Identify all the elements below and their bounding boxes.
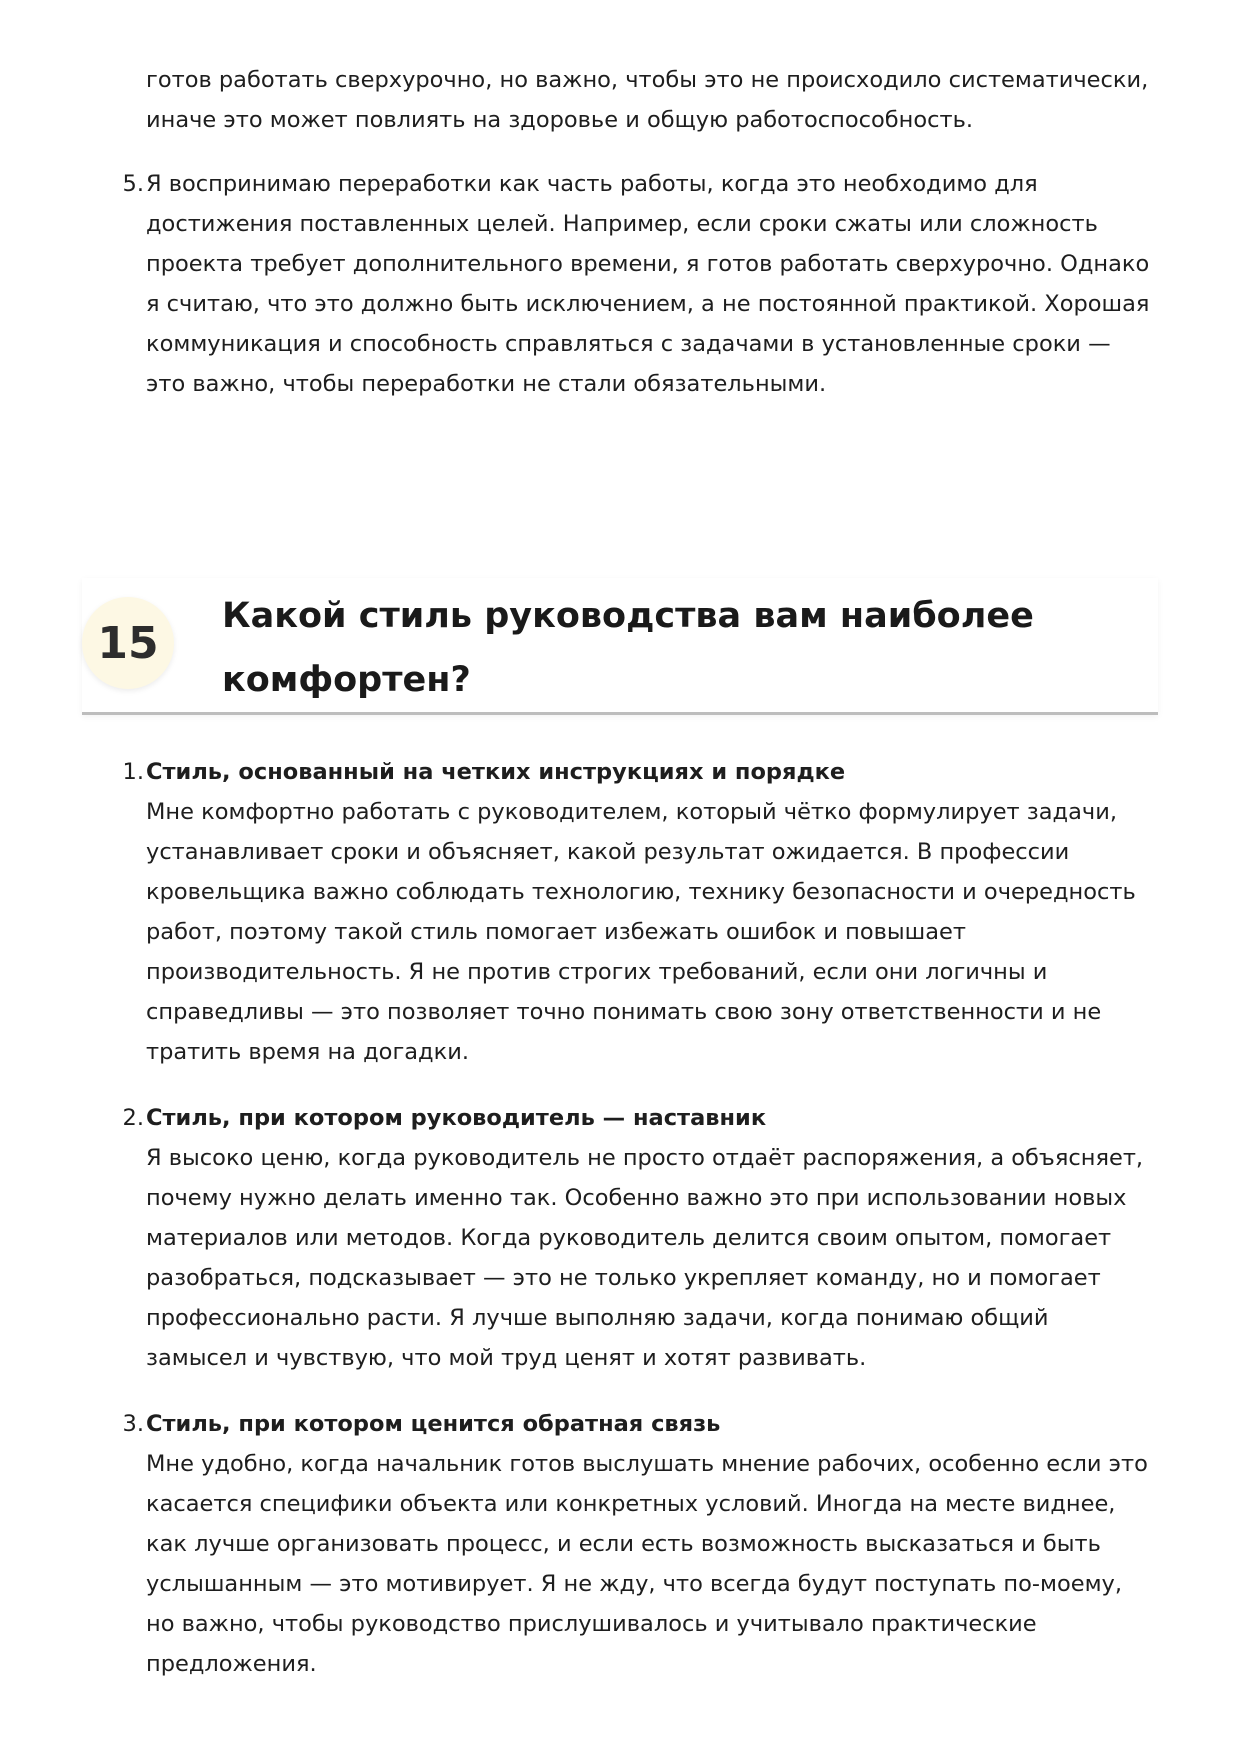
item-2-number: 2. — [122, 1105, 144, 1131]
item-3-text: Мне удобно, когда начальник готов выслушать мнение рабочих, особенно если это касается специфики объекта или конкретных условий. Иногда на месте виднее, как лучше организовать процесс, и если есть возможность высказаться и быть услышанным — это мотивирует. Я не жду, что всегда будут поступать по-моему, но важно, чтобы руководство прислушивалось и учитывало практические предложения. — [146, 1451, 1148, 1677]
list-item — [146, 752, 1156, 1072]
prev-item-5-number: 5. — [122, 171, 144, 197]
item-3-title: Стиль, при котором ценится обратная связь — [146, 1411, 721, 1437]
item-1-title: Стиль, основанный на четких инструкциях и порядке — [146, 759, 846, 785]
item-2-text: Я высоко ценю, когда руководитель не просто отдаёт распоряжения, а объясняет, почему нужно делать именно так. Особенно важно это при использовании новых материалов или методов. Когда руководитель делится своим опытом, помогает разобраться, подсказывает — это не только укрепляет команду, но и помогает профессионально расти. Я лучше выполняю задачи, когда понимаю общий замысел и чувствую, что мой труд ценят и хотят развивать. — [146, 1145, 1144, 1371]
section-title: Какой стиль руководства вам наиболее комфортен? — [222, 596, 1034, 700]
section-number-badge: 15 — [82, 597, 174, 689]
prev-item-5-text: Я воспринимаю переработки как часть работы, когда это необходимо для достижения поставленных целей. Например, если сроки сжаты или сложность проекта требует дополнительного времени, я готов работать сверхурочно. Однако я считаю, что это должно быть исключением, а не постоянной практикой. Хорошая коммуникация и способность справляться с задачами в установленные сроки — это важно, чтобы переработки не стали обязательными. — [146, 171, 1150, 397]
list-item — [146, 1098, 1156, 1378]
list-item — [146, 1404, 1156, 1684]
item-3-number: 3. — [122, 1411, 144, 1437]
prev-item-continuation: готов работать сверхурочно, но важно, чтобы это не происходило систематически, иначе это может повлиять на здоровье и общую работоспособность. — [146, 67, 1149, 133]
item-1-text: Мне комфортно работать с руководителем, который чётко формулирует задачи, устанавливает сроки и объясняет, какой результат ожидается. В профессии кровельщика важно соблюдать технологию, технику безопасности и очередность работ, поэтому такой стиль помогает избежать ошибок и повышает производительность. Я не против строгих требований, если они логичны и справедливы — это позволяет точно понимать свою зону ответственности и не тратить время на догадки. — [146, 799, 1136, 1065]
item-1-number: 1. — [122, 759, 144, 785]
item-2-title: Стиль, при котором руководитель — наставник — [146, 1105, 767, 1131]
